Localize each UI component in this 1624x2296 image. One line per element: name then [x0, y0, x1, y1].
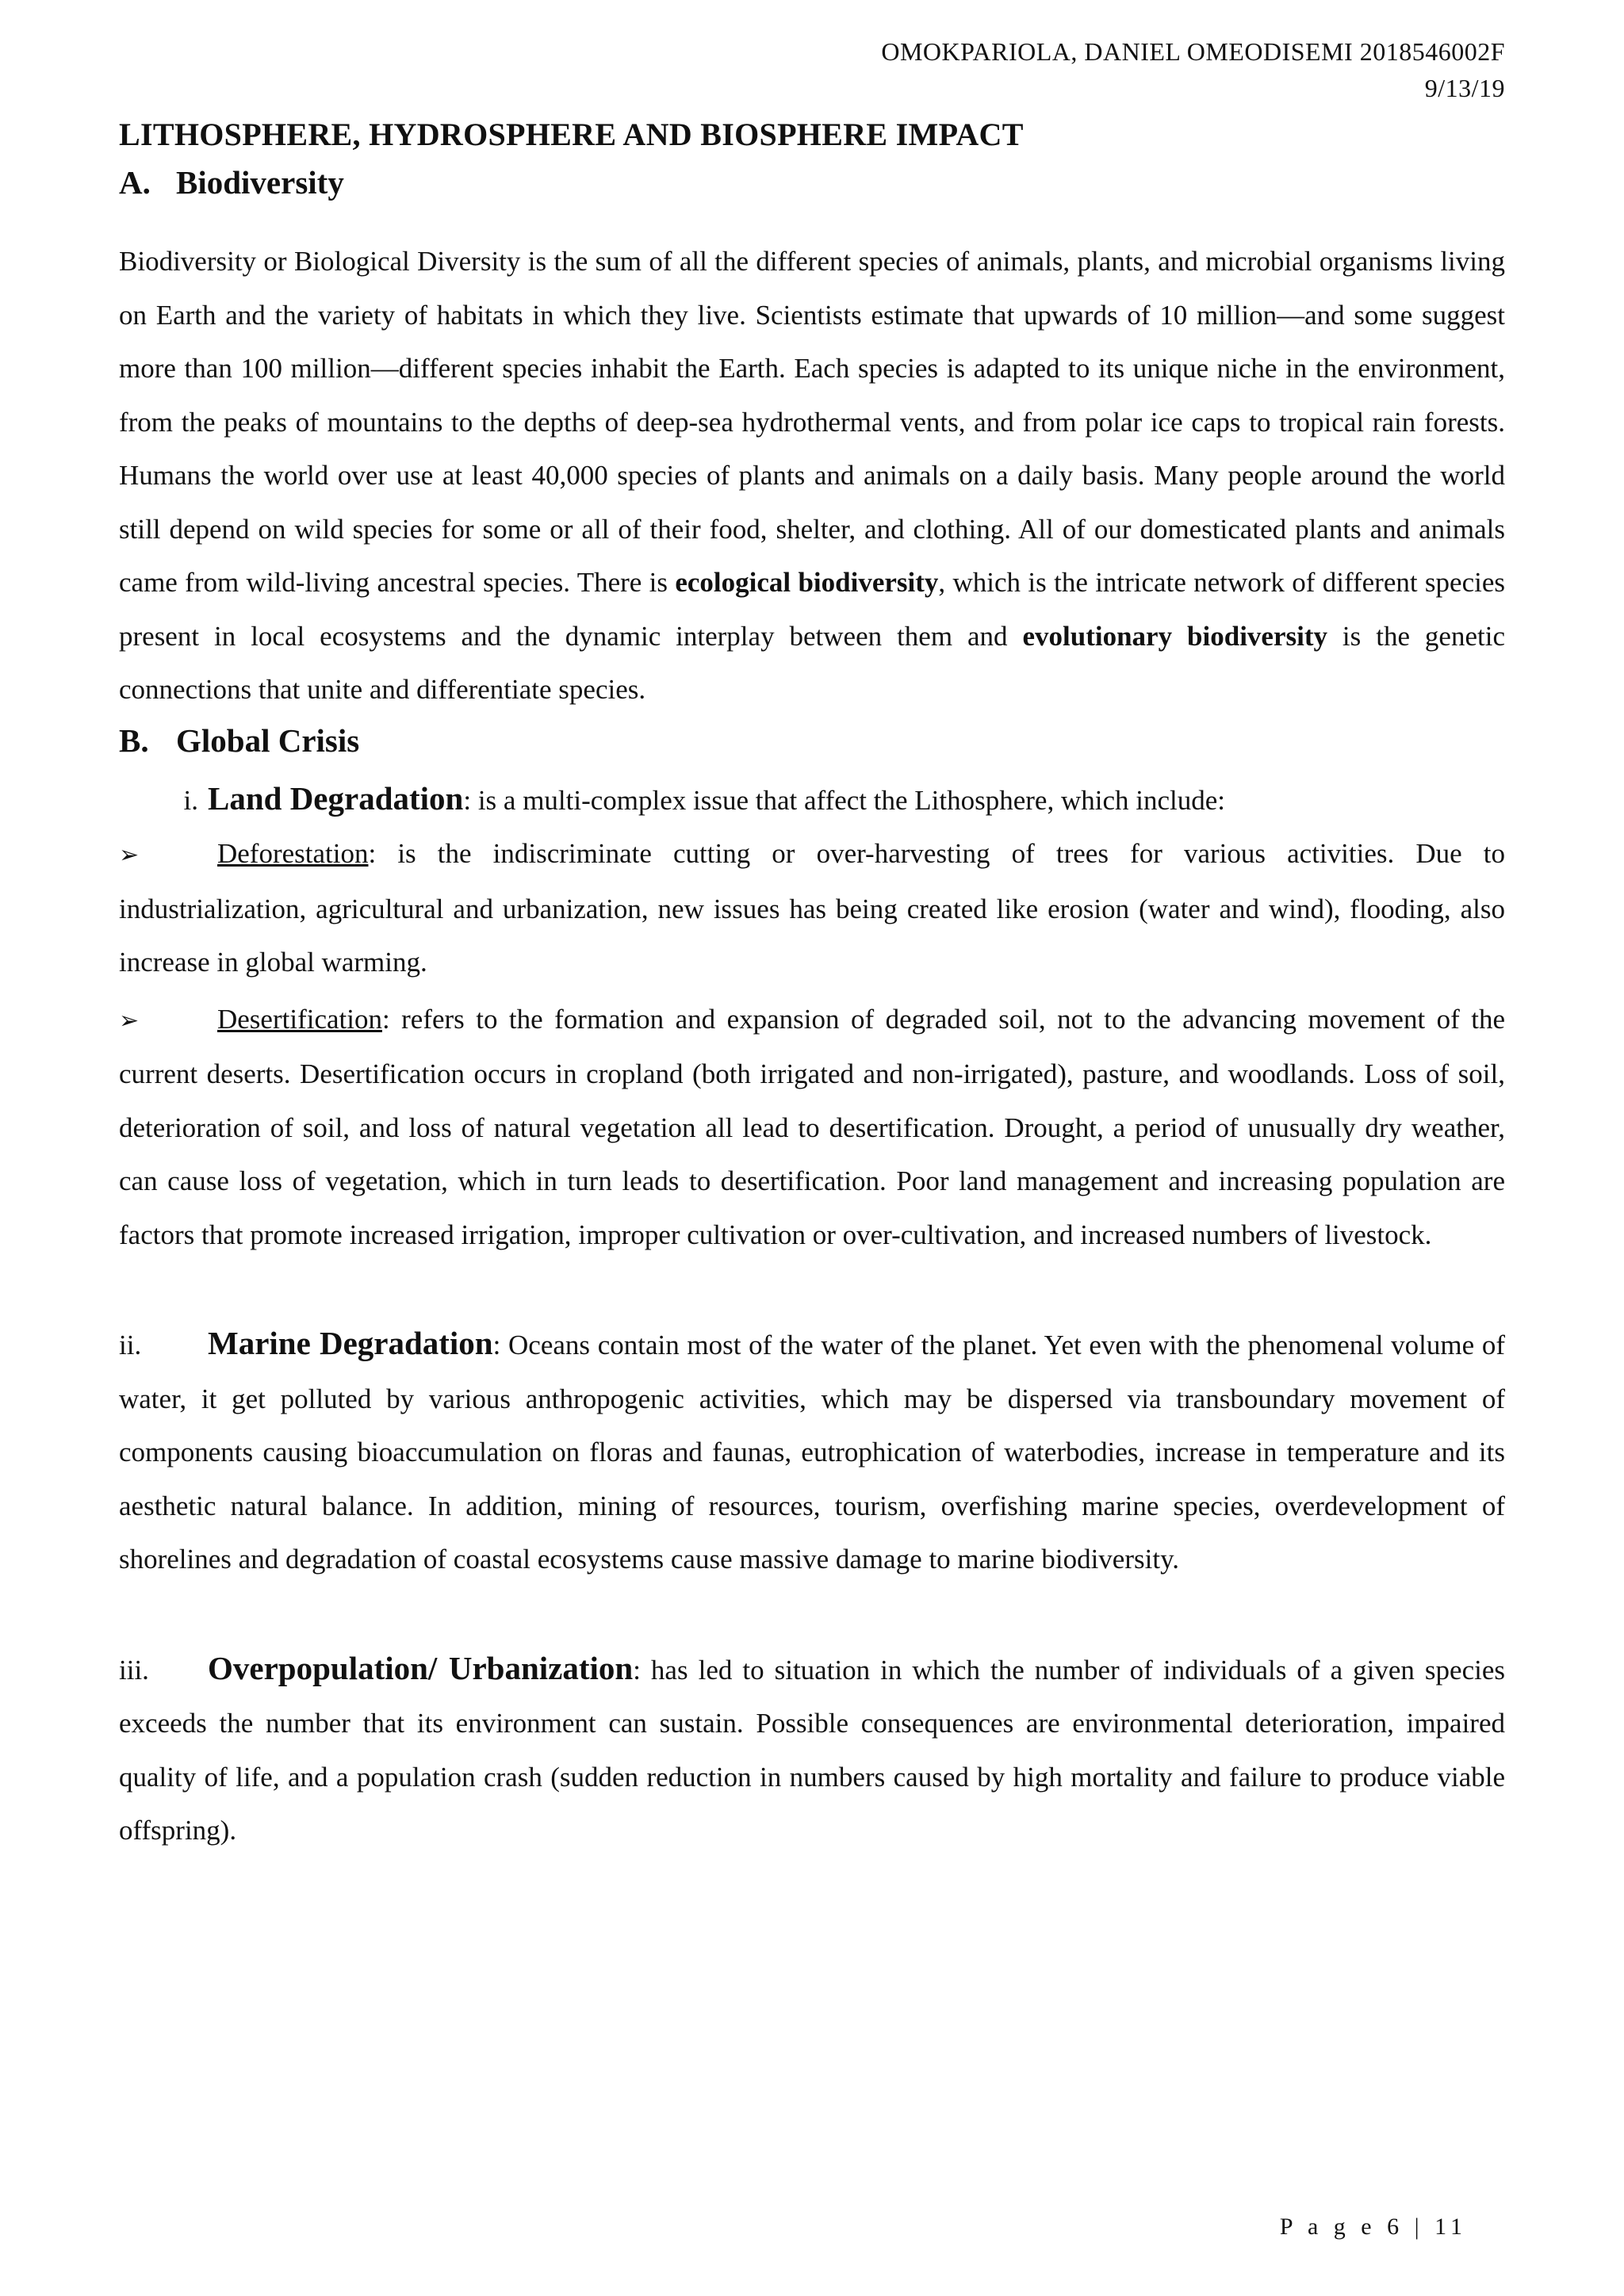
- section-a-title: Biodiversity: [176, 164, 344, 201]
- deforestation-bullet: [119, 827, 1505, 989]
- page-footer: [1280, 2214, 1467, 2241]
- item-ii-number: ii.: [119, 1330, 142, 1360]
- biodiversity-text-end: is the genetic connections that unite and differentiate species.: [119, 620, 1505, 705]
- marine-degradation-term: Marine Degradation: [208, 1325, 493, 1361]
- document-date: 9/13/19: [1424, 74, 1505, 102]
- overpopulation-text: : has led to situation in which the number of individuals of a given species exceeds the number that its environment can sustain. Possible consequences are environmental deterioration, impaired quality of life, and a population crash (sudden reduction in numbers caused by high mortality and failure to produce viable offspring).: [119, 1654, 1505, 1846]
- marine-degradation-item: [119, 1317, 1505, 1586]
- arrow-bullet-icon: ➢: [119, 1006, 140, 1035]
- section-b-title: Global Crisis: [176, 721, 360, 759]
- page-label: P a g e: [1279, 2214, 1377, 2240]
- author-id-line: OMOKPARIOLA, DANIEL OMEODISEMI 2018546002F: [881, 37, 1505, 66]
- item-iii-number: iii.: [119, 1654, 149, 1686]
- evolutionary-biodiversity-term: evolutionary biodiversity: [1022, 620, 1327, 652]
- overpopulation-item: [119, 1642, 1505, 1858]
- deforestation-term: Deforestation: [217, 838, 369, 869]
- document-title: LITHOSPHERE, HYDROSPHERE AND BIOSPHERE IMPACT: [119, 117, 1024, 152]
- desertification-text: : refers to the formation and expansion of degraded soil, not to the advancing movement of the current deserts. Desertification occurs in cropland (both irrigated and non-irrigated), pasture, and woodlands. Loss of soil, deterioration of soil, and loss of natural vegetation all lead to desertification. Drought, a period of unusually dry weather, can cause loss of vegetation, which in turn leads to desertification. Poor land management and increasing population are factors that promote increased irrigation, improper cultivation or over-cultivation, and increased numbers of livestock.: [119, 1003, 1505, 1250]
- document-header: [712, 33, 1505, 106]
- biodiversity-text-start: Biodiversity or Biological Diversity is the sum of all the different species of animals, plants, and microbial organisms living on Earth and the variety of habitats in which they live. Scientists estimate that upwards of 10 million—and some suggest more than 100 million—different species inhabit the Earth. Each species is adapted to its unique niche in the environment, from the peaks of mountains to the depths of deep-sea hydrothermal vents, and from polar ice caps to tropical rain forests. Humans the world over use at least 40,000 species of plants and animals on a daily basis. Many people around the world still depend on wild species for some or all of their food, shelter, and clothing. All of our domesticated plants and animals came from wild-living ancestral species. There is: [119, 246, 1505, 598]
- desertification-term: Desertification: [217, 1003, 382, 1035]
- deforestation-text: : is the indiscriminate cutting or over-harvesting of trees for various activities. Due to industrialization, agricultural and urbanization, new issues has being created like erosion (water and wind), flooding, also increase in global warming.: [119, 838, 1505, 978]
- land-degradation-item: [119, 772, 1505, 828]
- land-degradation-term: Land Degradation: [208, 779, 464, 817]
- page-number: 6 | 11: [1387, 2214, 1467, 2240]
- section-b-letter: B.: [119, 721, 149, 759]
- biodiversity-paragraph: [119, 235, 1505, 717]
- section-a-heading: [119, 159, 1505, 206]
- land-degradation-text: : is a multi-complex issue that affect the Lithosphere, which include:: [463, 784, 1225, 816]
- section-b-heading: [119, 717, 1505, 764]
- item-i-number: i.: [183, 784, 198, 816]
- overpopulation-term: Overpopulation/ Urbanization: [208, 1649, 634, 1686]
- biodiversity-text-mid: , which is the intricate network of different species present in local ecosystems and the dynamic interplay between them and: [119, 567, 1505, 652]
- marine-degradation-text: : Oceans contain most of the water of the planet. Yet even with the phenomenal volume of water, it get polluted by various anthropogenic activities, which may be dispersed via transboundary movement of components causing bioaccumulation on floras and faunas, eutrophication of waterbodies, increase in temperature and its aesthetic natural balance. In addition, mining of resources, tourism, overfishing marine species, overdevelopment of shorelines and degradation of coastal ecosystems cause massive damage to marine biodiversity.: [119, 1330, 1505, 1575]
- arrow-bullet-icon: ➢: [119, 841, 140, 869]
- section-a-letter: A.: [119, 164, 151, 201]
- document-body: [119, 111, 1505, 1858]
- ecological-biodiversity-term: ecological biodiversity: [675, 567, 939, 598]
- desertification-bullet: [119, 993, 1505, 1262]
